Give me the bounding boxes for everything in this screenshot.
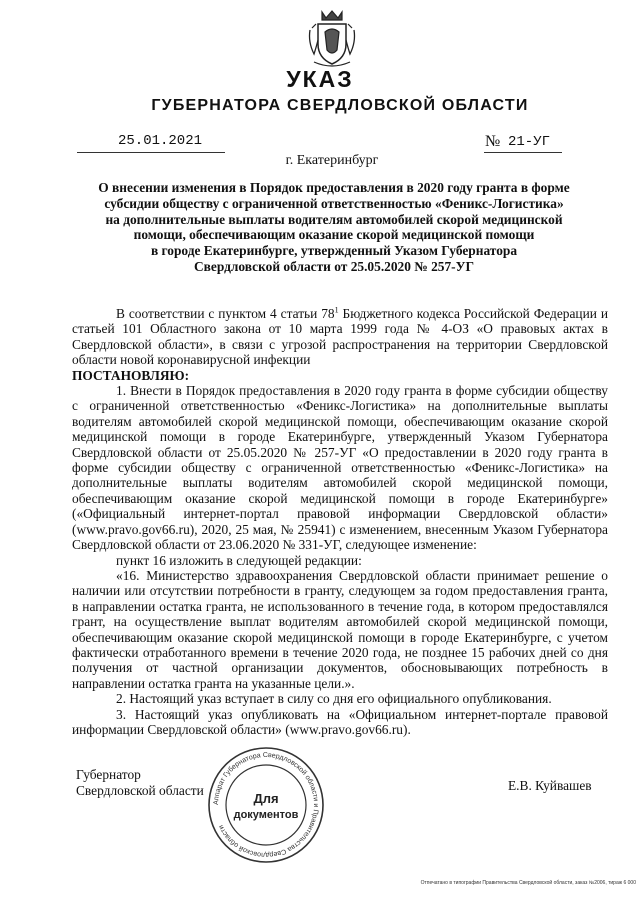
item-3-paragraph: 3. Настоящий указ опубликовать на «Официальном интернет-портале правовой информации Свердловской области» (www.pravo.gov66.ru).	[72, 706, 608, 737]
signatory-title	[76, 767, 204, 799]
preamble-text-a: В соответствии с пунктом 4 статьи 78	[116, 306, 335, 321]
item-1-paragraph: 1. Внести в Порядок предоставления в 2020 году гранта в форме субсидии обществу с ограниченной ответственностью «Феникс-Логистика» на дополнительные выплаты водителям автомобилей скорой медицинской помощи, обеспечивающим оказание скорой медицинской помощи в городе Екатеринбурге, утвержденный Указом Губернатора Свердловской области от 25.05.2020 № 257-УГ «О предоставлении в 2020 году гранта в форме субсидии обществу с ограниченной ответственностью «Феникс-Логистика» на дополнительные выплаты водителям автомобилей скорой медицинской помощи, обеспечивающим оказание скорой медицинской помощи в городе Екатеринбурге» («Официальный интернет-портал правовой информации Свердловской области» (www.pravo.gov66.ru), 2020, 25 мая, № 25941) с изменением, внесенным Указом Губернатора Свердловской области от 23.06.2020 № 331-УГ, следующее изменение:	[72, 383, 608, 553]
decree-subject	[76, 180, 592, 275]
signatory-role-line1: Губернатор	[76, 767, 141, 782]
stamp-center-line2: документов	[233, 809, 299, 821]
article-superscript: 1	[334, 305, 339, 315]
signatory-role-line2: Свердловской области	[76, 783, 204, 798]
decree-body	[72, 306, 608, 737]
stamp-center-line1: Для	[253, 791, 279, 806]
print-footer-note: Отпечатано в типографии Правительства Свердловской области, заказ №2006, тираж 6 000	[420, 880, 636, 886]
subject-line: помощи, обеспечивающим оказание скорой медицинской помощи	[133, 227, 535, 243]
number-sign: №	[485, 133, 501, 150]
subject-line: на дополнительные выплаты водителям автомобилей скорой медицинской	[105, 211, 563, 227]
decree-date: 25.01.2021	[117, 133, 202, 149]
official-stamp	[206, 745, 326, 865]
stamp-ring-text: Аппарат Губернатора Свердловской области и Правительства Свердловской области	[212, 751, 320, 859]
subject-line: субсидии обществу с ограниченной ответственностью «Феникс-Логистика»	[104, 195, 564, 211]
document-title: УКАЗ	[286, 66, 354, 92]
subject-line: О внесении изменения в Порядок предоставления в 2020 году гранта в форме	[98, 180, 570, 195]
postanovlyayu-heading: ПОСТАНОВЛЯЮ:	[72, 367, 190, 383]
issue-city: г. Екатеринбург	[285, 153, 379, 168]
preamble-text-b: Бюджетного кодекса Российской Федерации и статьей 101 Областного закона от 10 марта 1999 года № 4-ОЗ «О правовых актах в Свердловской области», в связи с угрозой распространения на территории Свердловской области новой коронавирусной инфекции	[72, 306, 608, 368]
document-issuer: ГУБЕРНАТОРА СВЕРДЛОВСКОЙ ОБЛАСТИ	[151, 97, 529, 114]
subject-line: в городе Екатеринбурге, утвержденный Указом Губернатора	[150, 243, 518, 259]
item-1-subparagraph: пункт 16 изложить в следующей редакции:	[116, 552, 362, 568]
item-2-paragraph: 2. Настоящий указ вступает в силу со дня его официального опубликования.	[116, 691, 552, 707]
decree-number: 21-УГ	[508, 134, 551, 150]
preamble-paragraph	[72, 306, 608, 368]
subject-line: Свердловской области от 25.05.2020 № 257-УГ	[194, 258, 474, 274]
coat-of-arms-emblem	[306, 8, 358, 70]
signatory-name: Е.В. Куйвашев	[508, 778, 592, 793]
item-1-quoted-text: «16. Министерство здравоохранения Свердловской области принимает решение о наличии или отсутствии потребности в гранту, следующем за годом предоставления гранта, в направлении остатка гранта, не использованного в течение года, в котором предоставлялся грант, на осуществление выплат водителям автомобилей скорой медицинской помощи, обеспечивающим оказание скорой медицинской помощи в городе Екатеринбурге, с учетом фактически отработанного времени в течение 2020 года, не позднее 15 рабочих дней со дня получения от частной организации документов, обосновывающих потребность в направлении остатка гранта на указанные цели.».	[72, 567, 608, 691]
